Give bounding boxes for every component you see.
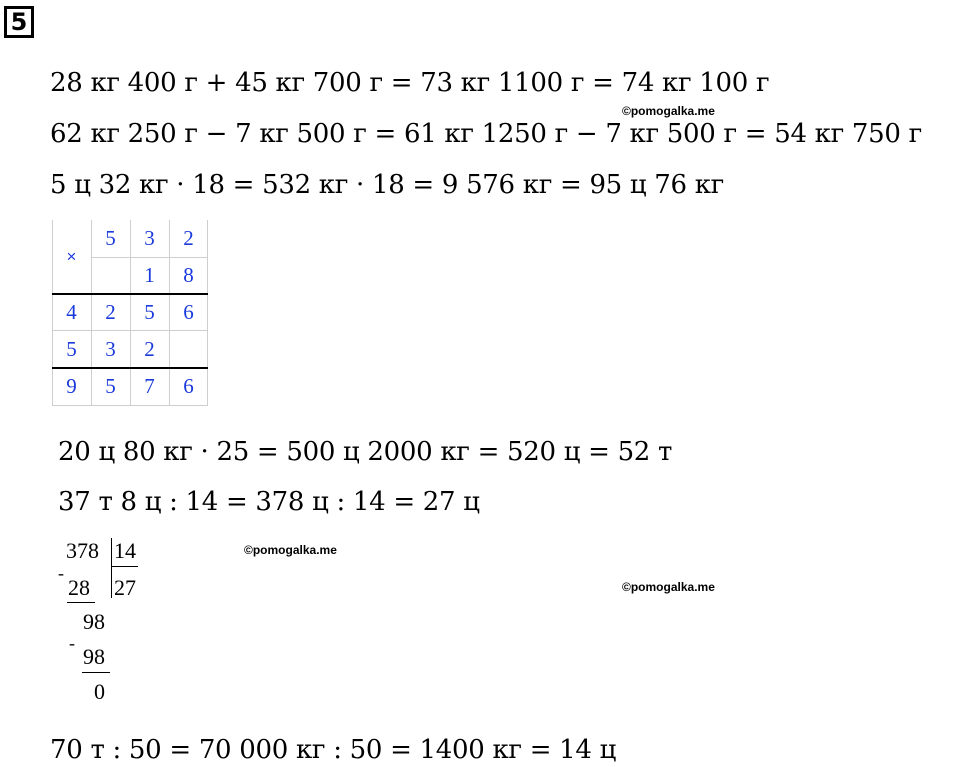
factor2-digit: 1 bbox=[144, 263, 155, 287]
factor1-digit: 3 bbox=[144, 226, 155, 250]
partial2-digit: 5 bbox=[66, 337, 77, 361]
equation-6: 70 т : 50 = 70 000 кг : 50 = 1400 кг = 14 ц bbox=[50, 735, 617, 765]
equation-2: 62 кг 250 г − 7 кг 500 г = 61 кг 1250 г − 7 кг 500 г = 54 кг 750 г bbox=[50, 119, 922, 149]
partial2-digit: 3 bbox=[105, 337, 116, 361]
remainder-2: 0 bbox=[94, 679, 105, 704]
divisor: 14 bbox=[114, 538, 136, 563]
equation-1: 28 кг 400 г + 45 кг 700 г = 73 кг 1100 г = 74 кг 100 г bbox=[50, 68, 770, 98]
partial1-digit: 2 bbox=[105, 300, 116, 324]
partial1-digit: 4 bbox=[66, 300, 77, 324]
watermark-1: ©pomogalka.me bbox=[622, 104, 715, 118]
partial1-digit: 6 bbox=[183, 300, 194, 324]
result-digit: 5 bbox=[105, 374, 116, 398]
partial1-digit: 5 bbox=[144, 300, 155, 324]
dividend: 378 bbox=[66, 538, 99, 563]
result-digit: 9 bbox=[66, 374, 77, 398]
equation-4: 20 ц 80 кг · 25 = 500 ц 2000 кг = 520 ц = 52 т bbox=[58, 437, 673, 467]
long-division bbox=[56, 536, 166, 706]
factor2-digit: 8 bbox=[183, 263, 194, 287]
result-digit: 7 bbox=[144, 374, 155, 398]
equation-5: 37 т 8 ц : 14 = 378 ц : 14 = 27 ц bbox=[58, 487, 480, 517]
watermark-3: ©pomogalka.me bbox=[622, 580, 715, 594]
quotient: 27 bbox=[114, 575, 136, 600]
multiplication-grid bbox=[52, 220, 208, 406]
minus-sign: - bbox=[58, 563, 64, 583]
subtrahend-1: 28 bbox=[68, 575, 90, 600]
watermark-2: ©pomogalka.me bbox=[244, 543, 337, 557]
factor1-digit: 5 bbox=[105, 226, 116, 250]
subtrahend-2: 98 bbox=[83, 644, 105, 669]
result-digit: 6 bbox=[183, 374, 194, 398]
remainder-1: 98 bbox=[83, 609, 105, 634]
equation-3: 5 ц 32 кг · 18 = 532 кг · 18 = 9 576 кг = 95 ц 76 кг bbox=[50, 170, 724, 200]
minus-sign: - bbox=[69, 633, 75, 653]
factor1-digit: 2 bbox=[183, 226, 194, 250]
multiply-sign: × bbox=[66, 247, 77, 266]
task-number-badge: 5 bbox=[4, 6, 34, 38]
partial2-digit: 2 bbox=[144, 337, 155, 361]
